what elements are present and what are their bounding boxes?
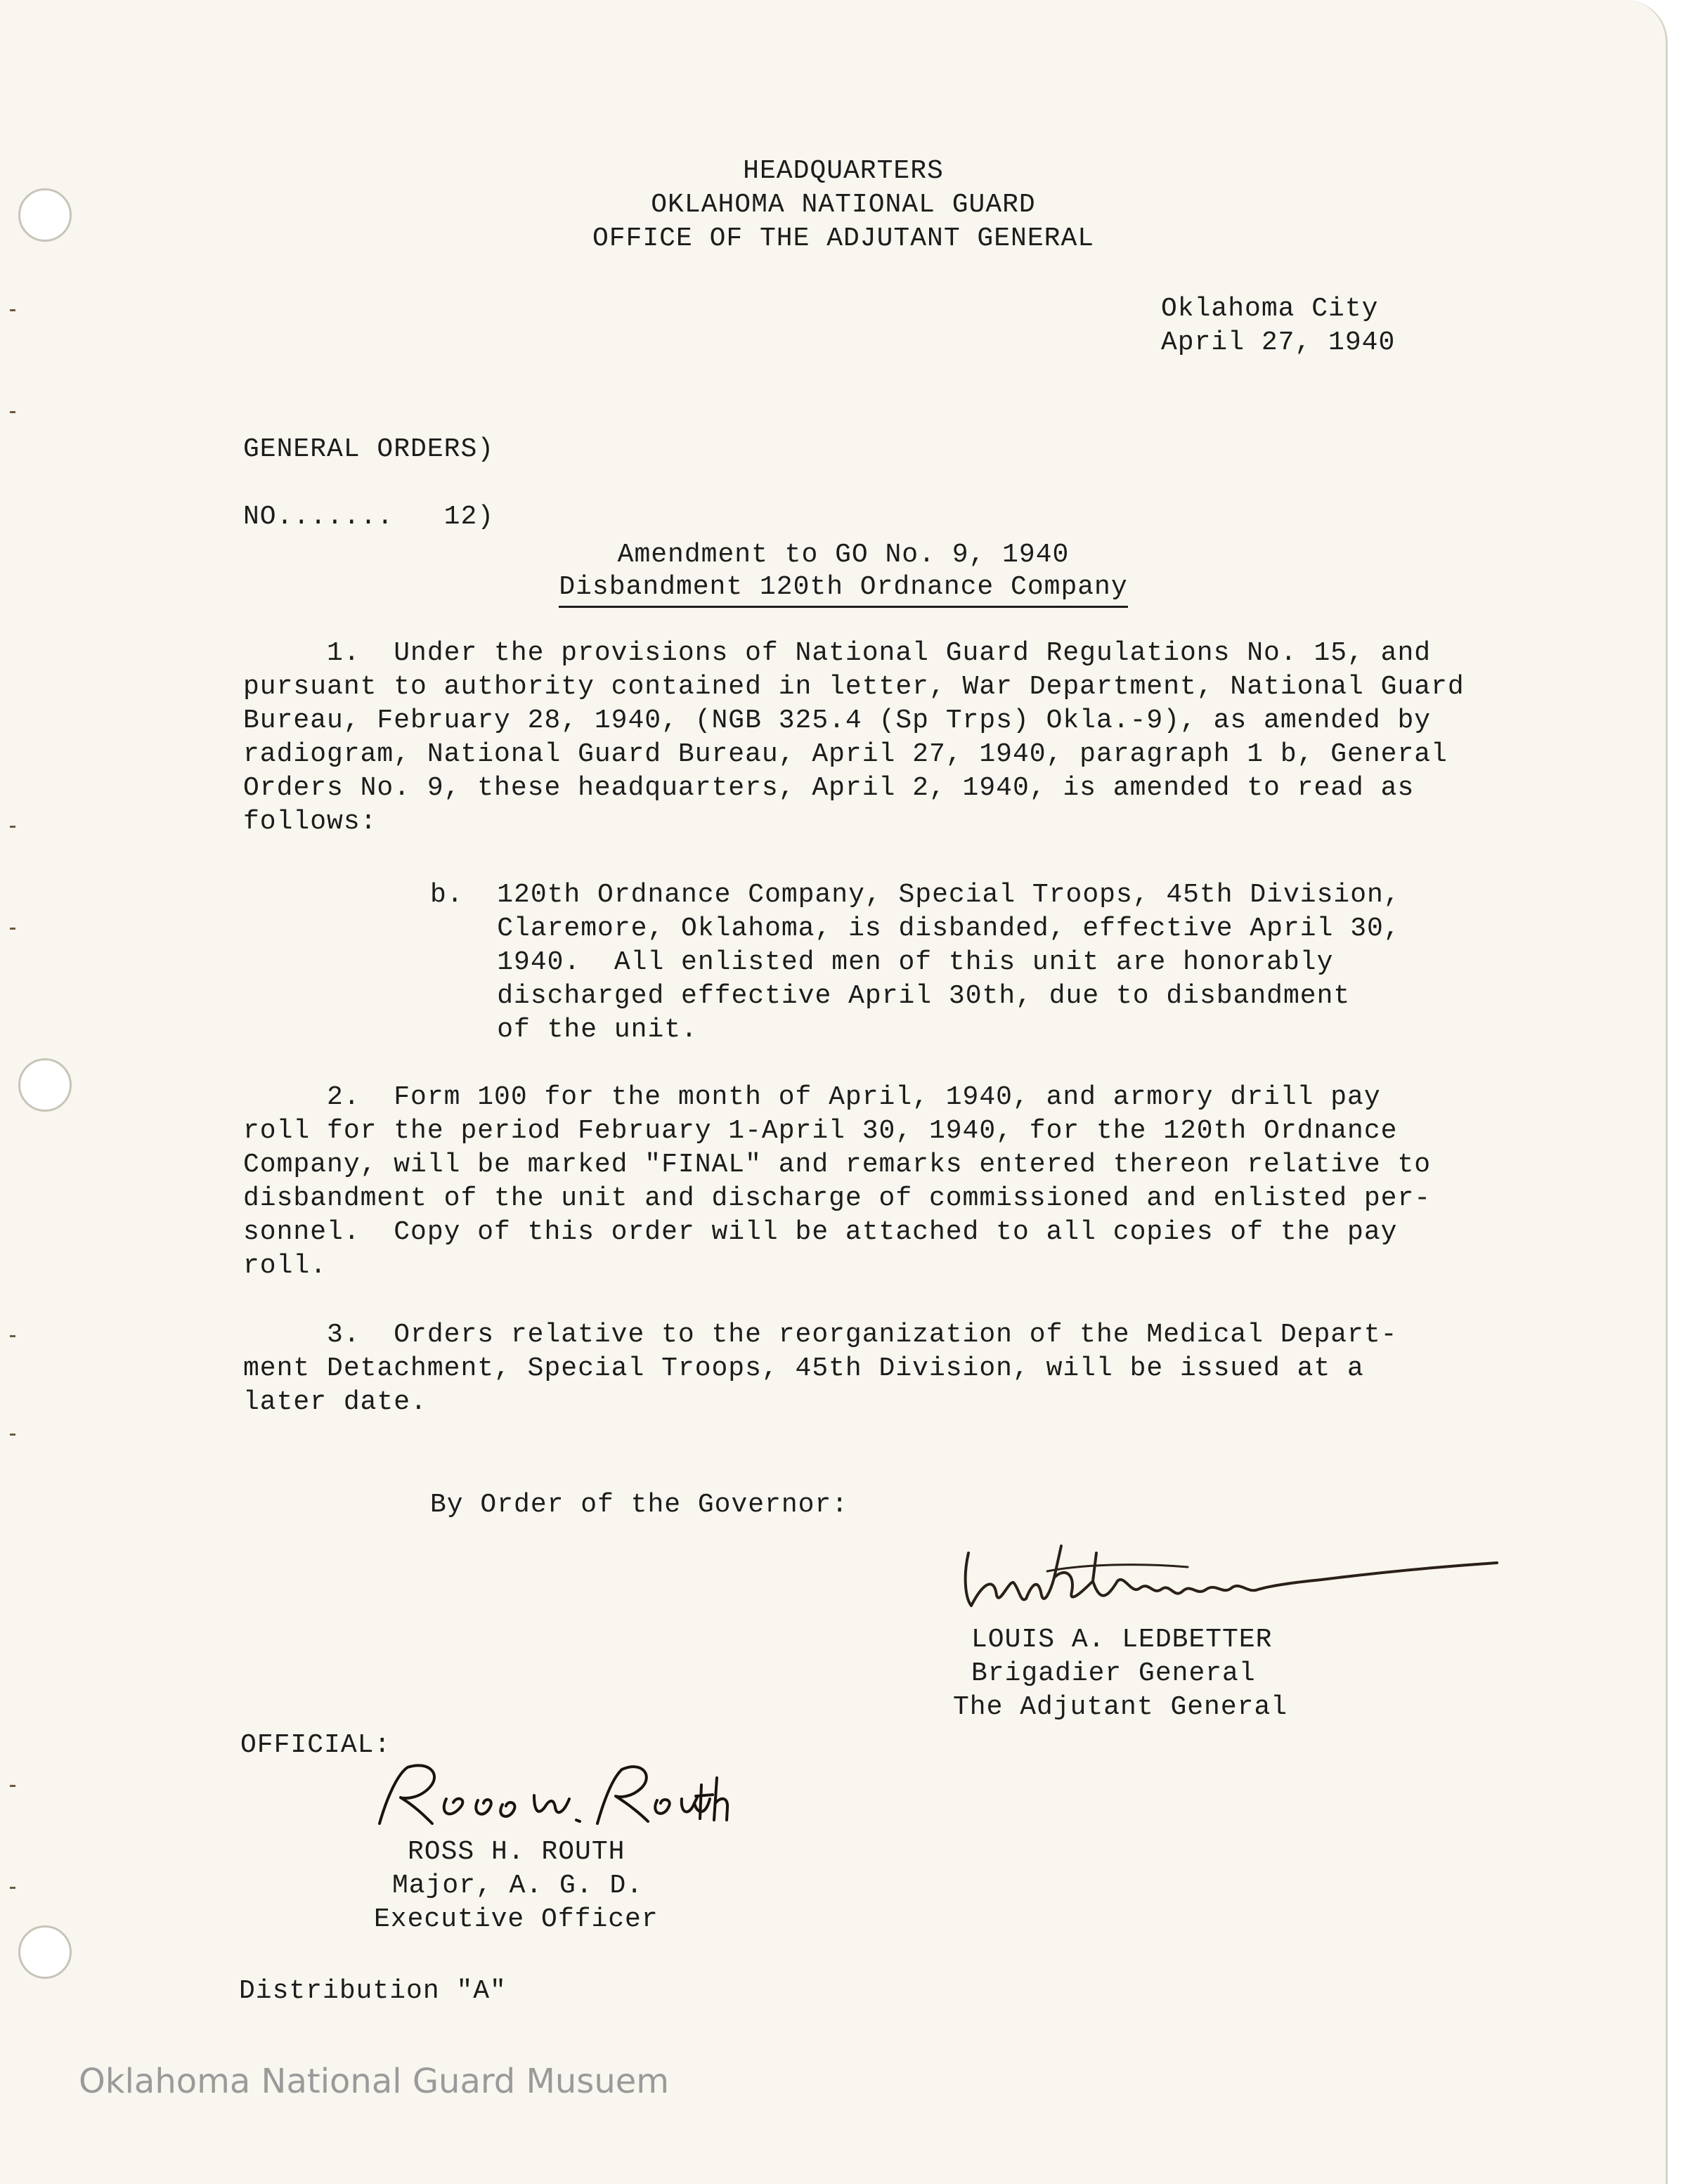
subject-line-1: Amendment to GO No. 9, 1940	[617, 540, 1070, 570]
by-order-line: By Order of the Governor:	[430, 1490, 849, 1520]
subparagraph-b-line: discharged effective April 30th, due to disbandment	[430, 981, 1351, 1011]
subparagraph-b-line: Claremore, Oklahoma, is disbanded, effective April 30,	[430, 914, 1401, 944]
binder-hole-bottom	[18, 1925, 72, 1979]
paragraph-2-line: roll for the period February 1-April 30, 1940, for the 120th Ordnance	[243, 1116, 1398, 1146]
paragraph-1-line: pursuant to authority contained in letter, War Department, National Guard	[243, 672, 1465, 702]
distribution-line: Distribution "A"	[239, 1976, 507, 2006]
signer-title: The Adjutant General	[953, 1692, 1288, 1722]
paragraph-3-line: later date.	[243, 1387, 427, 1417]
paragraph-2-line: roll.	[243, 1251, 328, 1281]
margin-mark	[10, 309, 15, 311]
header-line-3: OFFICE OF THE ADJUTANT GENERAL	[592, 223, 1095, 254]
margin-mark	[10, 1887, 15, 1889]
official-title: Executive Officer	[374, 1904, 659, 1935]
paragraph-2-line: sonnel. Copy of this order will be attached to all copies of the pay	[243, 1217, 1398, 1247]
ledbetter-signature	[956, 1539, 1504, 1623]
margin-mark	[10, 1335, 15, 1337]
official-rank: Major, A. G. D.	[392, 1871, 644, 1901]
paragraph-2-line: Company, will be marked "FINAL" and remarks entered thereon relative to	[243, 1150, 1432, 1180]
signer-rank: Brigadier General	[971, 1658, 1256, 1689]
margin-mark	[10, 928, 15, 930]
subparagraph-b-line: 1940. All enlisted men of this unit are honorably	[430, 947, 1334, 977]
paragraph-1-line: radiogram, National Guard Bureau, April 27, 1940, paragraph 1 b, General	[243, 739, 1448, 769]
subparagraph-b-line: b. 120th Ordnance Company, Special Troops, 45th Division,	[430, 880, 1401, 910]
margin-mark	[10, 1434, 15, 1436]
header-line-1: HEADQUARTERS	[743, 156, 944, 186]
margin-mark	[10, 411, 15, 413]
paragraph-1-line: Orders No. 9, these headquarters, April 2, 1940, is amended to read as	[243, 773, 1415, 803]
paragraph-3-line: ment Detachment, Special Troops, 45th Division, will be issued at a	[243, 1353, 1364, 1384]
official-label: OFFICIAL:	[240, 1730, 391, 1760]
paragraph-2-line: disbandment of the unit and discharge of commissioned and enlisted per-	[243, 1183, 1432, 1214]
orders-number: NO....... 12)	[243, 502, 495, 532]
paragraph-1-line: 1. Under the provisions of National Guard Regulations No. 15, and	[243, 638, 1432, 668]
museum-watermark: Oklahoma National Guard Musuem	[79, 2062, 670, 2101]
binder-hole-top	[18, 188, 72, 242]
binder-hole-middle	[18, 1058, 72, 1112]
routh-signature	[365, 1757, 731, 1834]
margin-mark	[10, 826, 15, 828]
date: April 27, 1940	[1161, 327, 1396, 358]
paragraph-3-line: 3. Orders relative to the reorganization of the Medical Depart-	[243, 1320, 1398, 1350]
paragraph-1-line: follows:	[243, 807, 377, 837]
signer-name: LOUIS A. LEDBETTER	[971, 1625, 1273, 1655]
city: Oklahoma City	[1161, 294, 1379, 324]
official-name: ROSS H. ROUTH	[408, 1837, 625, 1867]
subject-line-2: Disbandment 120th Ordnance Company	[559, 571, 1127, 608]
header-line-2: OKLAHOMA NATIONAL GUARD	[651, 190, 1036, 220]
margin-mark	[10, 1785, 15, 1787]
general-orders-label: GENERAL ORDERS)	[243, 434, 495, 464]
paragraph-2-line: 2. Form 100 for the month of April, 1940, and armory drill pay	[243, 1082, 1381, 1112]
subparagraph-b-line: of the unit.	[430, 1015, 698, 1045]
paragraph-1-line: Bureau, February 28, 1940, (NGB 325.4 (Sp Trps) Okla.-9), as amended by	[243, 706, 1432, 736]
